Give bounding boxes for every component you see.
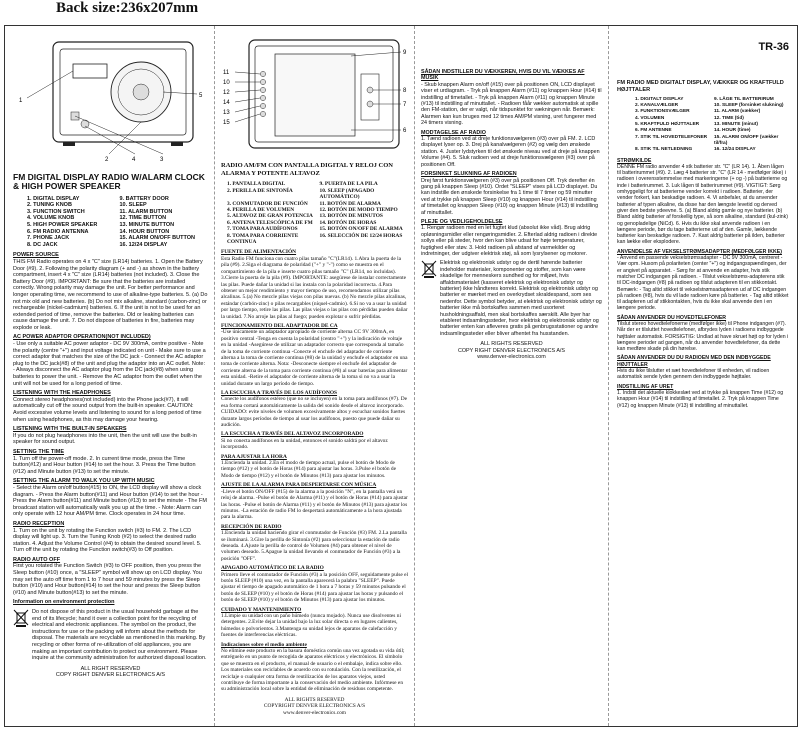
english-section [13,521,208,554]
section-heading: ANVENDELSE AF VEKSELSTRØMSADAPTER (MEDFØLGER IKKE) [617,248,782,255]
english-column [5,26,214,726]
radio-front-diagram [13,34,208,164]
radio-back-diagram [221,34,411,154]
spanish-section [221,565,408,603]
section-text: THIS FM Radio operates on 4 x "C" size (LR14) batteries. 1. Open the Battery Door (#9). 2. Following the polarity diagram (+ and -) as shown in the battery compartment, insert 4 x "C" size (LR14) batteries (not included). 3. Close the Battery Door (#9). IMPORTANT: Be sure that the batteries are installed correctly. Wrong polarity may damage the unit. For better performance and longer operating time, we recommend to use of alkaline-type batteries. 5. (a) Do not mix old and new batteries. (b) Do not mix alkaline, standard (carbon-zinc) or rechargeable (nickel-cadmium) batteries. 6. If the unit is not to be used for an extended period of time, remove the batteries. Old or leaking batteries can cause damage the unit. 7. Do not dispose of batteries in fire, batteries may explode or leak. [13,258,208,331]
section-text: Drej først funktionsvælgeren (#3) over på positionen Off. Tryk derefter én gang på knappen Sleep (#10). Ordet "SLEEP" vises på LCD displayet. Du kan indstille den ønskede forsinkelse fra 1 time til 7 timer og 59 minutter ved at trykke på knappen Sleep (#10) og knappen Hour (#14) til indstilling af timetallet og knappen Sleep (#10) og knappen Minute (#13) til indstilling af minuttallet. [421,177,599,216]
section-heading: SETTING THE TIME [13,448,65,455]
crossed-bin-icon [421,260,437,278]
callout-label: 8 [403,88,407,94]
section-text: 1. Tænd radioen ved at dreje funktionsvælgeren (#3) over på FM. 2. LCD displayet lyser op. 3. Drej på kanalvælgeren (#2) og vælg den ønskede station. 4. Juster lydstyrken til det ønskede niveau ved at dreje på knappen Volume (#4). 5. Sluk radioen ved at dreje funktionsvælgeren (#3) over på positionen Off. [421,136,600,168]
english-footer [13,666,208,679]
part-item: 11. ALARM (vækker) [714,109,761,115]
danish-section [617,315,789,353]
section-text: If you do not plug headphones into the unit, then the unit will use the built-in speaker for sound output. [13,432,197,446]
section-text: 1. Turn off the power-off mode. 2. In current time mode, press the Time button(#12) and Hour button (#14) to set the hour. 3. Press the Time button (#12) and Minute button (#13) to set the minute. [13,455,196,475]
section-text: Tilslut stereo hovedtelefonerne (medfølger ikke) til Phone indgangen (#7). Når der er tilsluttet hovedtelefoner, afbrydes lyden i radioens indbyggede højttaler automatisk. FORSIGTIG: Undlad at have skruet højt op for lyden i længere perioder ad gangen, når du anvender hovedtelefoner, da dette kan medføre skade på din hørelse. [617,320,789,353]
callout-label: 9 [403,50,407,56]
part-item: 2. PERILLA DE SINTONÍA [227,187,293,194]
danish-footer [421,341,602,360]
weee-notice [13,609,208,662]
part-item: 10. SLEEP (APAGADO AUTOMÁTICO) [319,187,375,201]
spanish-parts-list [227,181,408,245]
part-item: 1. PANTALLA DIGITAL [227,181,286,188]
model-number: TR-36 [758,41,789,53]
spanish-section [221,454,408,480]
section-text: -Lleve el botón ON/OFF (#15) de la alarma a la posición "N", en la pantalla verá un reloj de alarma. -Pulse el botón de Alarma (#11) y el botón de Horas (#14) para ajustar las horas. -Pulse el botón de Alarma (#11) y el botón de Minutos (#13) para ajustar los minutos. -La estación de radio FM lo despertará automáticamente a la hora ajustada para la alarma. [221,488,408,521]
footer-rights: ALL RIGHTS RESERVED [284,696,345,703]
spanish-section [221,607,408,639]
callout-label: 1 [19,98,23,104]
section-heading: FORSINKET SLUKNING AF RADIOEN [421,171,517,178]
danish-title: FM RADIO MED DIGITALT DISPLAY, VÆKKER OG KRAFTFULD HØJTTALER [617,80,784,93]
part-item: 13. MINUTE (minut) [714,122,758,128]
callout-label: 10 [223,80,230,86]
part-item: 5. KRAFTFULD HØJTTALER [635,122,700,128]
section-text: Conecte los audífonos estéreo (que no se incluyen) en la toma para audífonos (#7). De esa forma cortará automáticamente la salida del sonido desde el altavoz incorporado. CUIDADO: evite niveles de volumen excesivamente altos y escuchar sonidos fuertes durante largos períodos de tiempo al usar los audífonos, puesto que puede dañar su audición. [221,396,408,429]
section-heading: Information on environment protection [13,599,115,606]
footer-website: www.denver-electronics.com [477,354,546,361]
section-heading: LISTENING WITH THE BUILT-IN SPEAKERS [13,426,127,433]
part-item: 8. DC JACK [27,241,58,248]
part-item: 8. TOMA PARA CORRIENTE CONTINUA [227,232,299,246]
back-size-title: Back size:236x207mm [56,0,199,16]
part-item: 7. PHONE JACK [27,235,70,242]
english-title: FM DIGITAL DISPLAY RADIO W/ALARM CLOCK & HIGH POWER SPEAKER [13,171,205,192]
part-item: 5. ALTAVOZ DE GRAN POTENCIA [227,213,313,220]
english-parts-list [27,196,208,249]
section-text: -Use únicamente un adaptador apropiado de corriente alterna CC 9V 300mA, en positivo central -Tenga en cuenta la polaridad (centro "+") y la indicación de voltaje en la unidad -Asegúrese de utilizar un adaptador correcto que corresponda al tamaño de la toma de corriente continua -Conecte el enchufe del adaptador de corriente alterna a la toma de corriente continua (#8) de la unidad y enchufe el adaptador en una toma de corriente alterna. Nota: -Desconecte siempre el enchufe del adaptador de corriente alterna de la toma para corriente continua (#8) al usar baterías para alimentar esta unidad. -Retire el adaptador de corriente alterna de la toma si no va a usar la unidad durante un largo período de tiempo. [221,329,408,387]
english-section [13,334,208,387]
english-section [13,426,208,446]
part-item: 12. TIME BUTTON [119,215,167,222]
callout-label: 15 [223,120,230,126]
section-text: First you rotated the Function Switch (#3) to OFF position, then you press the Sleep button (#10) once, a "SLEEP" symbol will show up on LCD display. You may set the auto off time from 1 to 7 hour and 59 minutes by press the Sleep button (#10) and Hour button(#14) to set the hour and press the Sleep button (#10) and Minute button(#13) to set the minute. [13,563,202,596]
callout-label: 2 [105,157,109,163]
callout-label: 5 [199,93,203,99]
part-item: 14. HOUR (time) [714,128,751,134]
spanish-section [221,431,408,450]
part-item: 7. STIK TIL HOVEDTELEFONER [635,134,708,140]
section-text: DENNE FM radio anvender 4 stk batterier str. "C" (LR 14). 1. Åben lågen til batterirummet (#9). 2. Læg 4 batterier str. "C" (LR 14 - medfølger ikke) i radioen i overensstemmelse med markeringerne (+ og -) på batterierne og inde i batterirummet. 3. Luk lågen til batterirummet (#9). VIGTIGT: Sørg omhyggeligt for at batterierne vender korrekt i radioen. Batterier, der vender forkert, kan beskadige radioen. 4. Vi anbefaler, at du anvender batterier af typen alkaline, da disse har den længste levetid og derved giver den bedste ydeevne. 5. (a) Bland aldrig gamle og nye batterier. (b) Bland aldrig batterier af forskellig type, så som alkaline, standard (kul-zink) og genopladelige (NiCd). 6. Hvis du ikke skal anvende radioen i en længere periode, bør du tage batterierne ud af den. Gamle, lækkende batterier kan beskadige radioen. 7. Kast aldrig batterier på ilden, batterier kan lække eller eksplodere. [617,163,788,246]
callout-label: 3 [160,157,164,163]
part-item: 6. ANTENA TELESCÓPICA DE FM [227,219,313,226]
section-heading: LA ESCUCHA A TRAVÉS DEL ALTAVOZ INCORPORADO [221,431,364,438]
section-text: Si no conecta audífonos en la unidad, entonces el sonido saldrá por el altavoz incorporado. [221,437,388,451]
callout-label: 6 [403,128,407,134]
section-text: No elimine este producto en la basura doméstica común una vez agotada su vida útil; entréguelo en un punto de recogida de aparatos eléctricos y electrónicos. El símbolo que se muestra en el producto, el manual de usuario o el embalaje, indica sobre ello. Los materiales son reciclables de acuerdo con su rotulación. Con la reutilización, el reciclaje o cualquier otra forma de reutilización de los aparatos viejos, usted contribuye de forma importante a la conservación del medio ambiente. Infórmese en su administración local sobre la entidad de eliminación de residuos competente. [221,648,405,693]
part-item: 15. BOTÓN ON/OFF DE ALARMA [319,226,403,233]
section-text: 1.Encienda la unidad. 2.En el modo de tiempo actual, pulse el botón de Modo de tiempo (#12) y el botón de Horas (#14) para ajustar las horas. 3.Pulse el botón de Modo de tiempo (#12) y el botón de Minutos (#13) para ajustar los minutos. [221,460,397,479]
section-heading: FUNCIONAMIENTO DEL ADAPTADOR DE CA [221,322,338,329]
section-heading: PLEJE OG VEDLIGEHOLDELSE [421,218,503,225]
part-item: 12. BOTÓN DE MODO TIEMPO [319,207,398,214]
english-section [13,557,208,597]
section-text: 1. Rengør radioen med en let fugtet klud (absolut ikke våd). Brug aldrig opløsningsmidler eller rengøringsmidler. 2. Efterlad aldrig radioen i direkte sollys eller på steder, hvor den kan blive udsat for høje temperaturer, fugtighed eller støv. 3. Hold radioen på afstand af varmekilder og indretninger, der udgiver elektrisk støj, så som lysrylsener og motorer. [421,225,598,257]
section-text: Hvis du ikke tilslutter et sæt hovedtelefoner til enheden, vil radioen automatisk sende lyden gennem den indbyggede højttaler. [617,368,770,381]
section-text: - Skub knappen Alarm on/off (#15) over på positionen ON, LCD displayet viser et urdiagram. - Tryk på knappen Alarm (#11) og knappen Hour (#14) til indstilling af timetallet. - Tryk på knappen Alarm (#11) og knappen Minute (#13) til indstilling af minuttallet. - Radioen fåår vækker automatisk at spille den FM-station, der er valgt, når tidspunktet for vækningen når. Bemærk: Alarmen kan kun bruges med 12 times AM/PM visning, uret fungerer med 24 timers visning. [421,81,602,127]
part-item: 7. TOMA PARA AUDÍFONOS [227,226,298,233]
part-item: 3. FUNCTION SWITCH [27,208,85,215]
part-item: 6. FM RADIO ANTENNA [27,228,89,235]
callout-label: 13 [223,110,230,116]
english-section [13,599,208,661]
part-item: 13. BOTÓN DE MINUTOS [319,213,383,220]
part-item: 15. ALARM ON/OFF BUTTON [119,235,195,242]
part-item: 11. ALARM BUTTON [119,208,173,215]
danish-section [617,355,789,380]
danish-parts-list [635,97,789,154]
section-heading: RECEPCIÓN DE RADIO [221,523,282,530]
english-section [13,252,208,331]
section-heading: APAGADO AUTOMÁTICO DE LA RADIO [221,565,324,572]
spanish-section [221,249,408,319]
part-item: 16. SELECCIÓN DE 12/24 HORAS [319,232,403,239]
danish-section [617,249,789,312]
part-item: 1. DIGITALT DISPLAY [635,96,684,102]
callout-label: 12 [223,90,230,96]
english-section [13,478,208,518]
weee-notice [421,260,602,337]
part-item: 4. PERILLA DE VOLUMEN [227,207,295,214]
section-heading: INDSTILLING AF URET [617,383,674,390]
section-heading: SÅDAN INDSTILLER DU VÆKKEREN, HVIS DU VIL VÆKKES AF MUSIK [421,69,585,82]
spanish-section [221,323,408,387]
footer-copyright: COPYRIGHT DENVER ELECTRONICS A/S [263,703,366,710]
part-item: 4. VOLUMEN [635,115,665,121]
manual-sheet [4,25,798,727]
callout-label: 14 [223,100,230,106]
footer-copyright: COPY RIGHT DENVER ELECTRONICS A/S [55,672,166,679]
callout-label: 7 [403,102,407,108]
spanish-column [214,26,414,726]
part-item: 8. STIK TIL NETLEDNING [635,147,693,153]
part-item: 13. MINUTE BUTTON [119,221,175,228]
section-heading: SÅDAN ANVENDER DU DU RADIOEN MED DEN INDBYGGEDE HØJTTALER [617,355,771,368]
danish-section [421,219,602,257]
part-item: 6. FM ANTENNE [635,128,672,134]
section-heading: LISTENING WITH THE HEADPHONES [13,390,111,397]
spanish-footer [221,697,408,716]
section-heading: STRØMKILDE [617,157,652,164]
section-text: 1. Indstil det aktuelle klokkeslæt ved at trykke på knappen Time (#12) og knappen Hour (#14) til indstilling af timetallet. 2. Tryk på knappen Time (#12) og knappen Minute (#13) til indstilling af minuttallet. [617,389,784,409]
spanish-section [221,524,408,562]
section-heading: LA ESCUCHA A TRAVÉS DE LOS AUDÍFONOS [221,390,338,396]
section-text: Primero lleve el conmutador de Función (#3) a la posición OFF, seguidamente pulse el botón SLEEP (#10) una vez, en la pantalla aparecerá la palabra "SLEEP". Puede ajustar el tiempo de apagado automático de 1 hora a 7 horas y 59 minutos pulsando el botón de SLEEP (#10) y el botón de Horas (#14) para ajustar las horas y pulsando el botón de SLEEP (#10) y el botón de Minutos (#13) para ajustar los minutos. [221,571,409,604]
english-section [13,390,208,423]
footer-website: www.denver-electronics.com [282,709,346,716]
section-heading: SETTING THE ALARM TO WALK YOU UP WITH MUSIC [13,478,155,485]
section-heading: Indicaciones sobre el medio ambiente [221,641,307,648]
danish-column-center [414,26,608,726]
english-section [13,449,208,475]
danish-section [617,158,789,246]
part-item: 9. LÅGE TIL BATTERIRUM [714,96,774,102]
part-item: 12. TIME (tid) [714,115,744,121]
footer-rights: ALL RIGHTS RESERVED [480,341,543,348]
section-heading: PARA AJUSTAR LA HORA [221,453,287,460]
section-heading: RADIO RECEPTION [13,520,65,527]
section-heading: CUIDADO Y MANTENIMIENTO [221,606,302,613]
part-item: 16. 12/24 DISPLAY [714,147,756,153]
part-item: 5. HIGH POWER SPEAKER [27,221,98,228]
footer-copyright: COPY RIGHT DENVER ELECTRONICS A/S [457,347,566,354]
part-item: 3. FUNKTIONSVÆLGER [635,109,690,115]
section-heading: FUENTE DE ALIMENTACIÓN [221,249,297,256]
section-text: - Anvend en passende vekselstrømsadapter - DC 9V 300mA, centreret - Vær opm. Husom på polariteten (center "+") og indgangsspændingen, der er angivet på apparatet. - Sørg for at anvende en adapter, hvis stik matcher DC indgangen på radioen. - Tilslut vekselstrøms-adapterens stik til DC-indgangen (#8) på radioen og tilslut adapteren til en stikkontakt. Bemærk: - Tag altid stikket til vekselstrømsadapteren ud af DC indgangen på radioen (#8), hvis du vil lade radioen køre på batterier. - Tag altid stikket til adapteren ud af stikkontakten, hvis du ikke skal anvende den i en længere periode. [617,255,789,312]
danish-section [421,69,602,127]
part-item: 16. 12/24 DISPLAY [119,241,168,248]
section-text: 1.Encienda la unidad haciendo girar el conmutador de Función (#3) FM. 2.La pantalla se iluminará. 3.Gire la perilla de Sintonía (#2) para seleccionar la estación de radio deseada. 4.Ajuste la perilla de control de Volumen (#4) para obtener el nivel de volumen deseado. 5.Apague la unidad llevando el conmutador de Función (#3) a la posición "OFF". [221,530,407,562]
section-text: Elektrisk og elektronisk udstyr og de dertil hørende batterier indeholder materialer, komponenter og stoffer, som kan være skadelige for menneskers sundhed og for miljøet, hvis affaldsmaterialet (kasseret elektrisk og elektronisk udstyr og batterier) ikke håndteres korrekt. Elektrisk og elektronisk udstyr og batterier er mærket med en overkrydset skraldespand, som ses nedenfor. Dette symbol betyder, at elektrisk og elektronisk udstyr og batterier ikke må bortskaffes sammen med usorteret husholdningsaffald, men skal bortskaffes særskilt. Alle byer har etableret indsamlingssteder, hvor elektrisk og elektronisk udstyr og batterier enten kan afleveres gratis på genbrugsstationer og andre indsamlingssteder eller bliver afhentet fra husstanden. [440,260,602,337]
section-heading: RADIO AUTO OFF [13,556,61,563]
part-item: 2. KANALVÆLGER [635,103,679,109]
spanish-section [221,642,408,693]
spanish-section [221,482,408,520]
section-heading: POWER SOURCE [13,252,59,259]
section-text: Do not dispose of this product in the usual household garbage at the end of its lifecycle; hand it over a collection point for the recycling of electrical and electronic appliances. The symbol on the product, the instructions for use or the packing will inform about the methods for disposal. The materials are recyclable as mentioned in this marking. By recycling or other forms of re-utilization of old appliances, you are making an important contribution to protect our environment. Please inquire at the community administration for authorized disposal location. [32,609,207,662]
section-heading: AC POWER ADAPTOR OPERATION(NOT INCLUDED) [13,334,151,341]
danish-section [421,171,602,216]
spanish-section [221,390,408,428]
spanish-title: RADIO AM/FM CON PANTALLA DIGITAL Y RELOJ CON ALARMA Y POTENTE ALTAVOZ [221,162,393,177]
section-heading: AJUSTE DE LA ALARMA PARA DESPERTARSE CON MÚSICA [221,482,377,489]
part-item: 1. DIGITAL DISPLAY [27,195,80,202]
danish-section [421,130,602,168]
part-item: 4. VOLUME KNOB [27,215,75,222]
part-item: 9. BATTERY DOOR [119,195,169,202]
part-item: 15. ALARM ON/OFF (vækker til/fra) [714,134,779,146]
part-item: 11. BOTÓN DE ALARMA [319,200,381,207]
danish-section [421,260,602,337]
section-text: Connect stereo headphones(not included) into the Phone jack(#7), it will automatically cut off the sound output from the built-in speaker. CAUTION: Avoid excessive volume levels and listening to sound for a long period of time when using headphones, as this may damage your hearing. [13,396,202,423]
callout-label: 4 [132,157,136,163]
footer-rights: ALL RIGHT RESERVED [80,665,141,672]
section-heading: SÅDAN ANVENDER DU HOVEDTELEFONER [617,314,727,321]
part-item: 14. BOTÓN DE HORAS [319,219,377,226]
section-text: Esta Radio FM funciona con cuatro pilas tamaño "C"(LR14). 1.Abra la puerta de la pila (#9). 2.Siga el diagrama de polaridad ("+" y "-") como se muestra en el compartimiento de la pila e inserte cuatro pilas tamaño "C" (LR14, no incluidas). 3.Cierre la puerta de la pila (#9). IMPORTANTE: asegúrese de instalar correctamente las pilas. Puede dañar la unidad si las instala con la polaridad incorrecta. 4.Para obtener un mejor rendimiento y mayor tiempo de uso, recomendamos utilizar pilas alcalinas. 5.(a) No mezcle pilas viejas con pilas nuevas. (b) No mezcle pilas alcalinas, estándar (carbón-zinc) o pilas recargables (níquel-cadmio). 6.Si no va a usar la unidad por largo tiempo, retire las pilas. Las pilas viejas o las pilas con pérdidas pueden dañar la unidad. 7.No arroje las pilas al fuego; pueden explotar o sufrir pérdidas. [221,255,408,320]
part-item: 2. TUNING KNOB [27,202,72,209]
part-item: 14. HOUR BUTTON [119,228,170,235]
part-item: 9. PUERTA DE LA PILA [319,181,378,188]
section-text: - Use only a suitable AC power adaptor - DC 9V 300mA, centre positive - Note the polarity (centre "+") and input voltage indicated on unit - Make sure to use a correct adaptor that matches the size of the DC jack - Connect the AC adaptor plug to the DC jack(#8) of the unit and plug the adaptor into an AC outlet. Note: - Always disconnect the AC adaptor plug from the DC jack(#8) when using batteries to power the unit. - Remove the AC adaptor from the outlet when the unit will not be used for a long period of time. [13,341,206,387]
section-text: 1. Turn on the unit by rotating the Function switch (#3) to FM. 2. The LCD display will light up. 3. Turn the Tuning Knob (#2) to select the desired radio station. 4. Adjust the Volume Control (#4) to obtain the desired sound level. 5. Turn off the unit by rotating the Function switch(#3) to Off position. [13,527,202,554]
part-item: 3. CONMUTADOR DE FUNCIÓN [227,200,308,207]
section-text: 1.Limpie su unidad con un paño húmedo (nunca mojado). Nunca use disolventes ni detergentes. 2.Evite dejar la unidad bajo la luz solar directa o en lugares calientes, húmedos o polvorientos. 3.Mantenga su unidad lejos de aparatos de calefacción y fuentes de interferencias eléctricas. [221,613,401,639]
danish-column-right [608,26,797,726]
crossed-bin-icon [13,609,29,627]
part-item: 10. SLEEP [119,202,147,209]
callout-label: 11 [223,70,230,76]
section-text: - Select the Alarm on/off button(#15) to ON, the LCD display will show a clock diagram. - Press the Alarm button(#11) and Hour button (#14) to set the hour - Press the Alarm button(#11) and Minute button (#13) to set the minute - The FM broadcast station will automatically walk you up at the time. - Note: Alarm can only operate with 12 hour AM/PM time. Clock operates in 24 hour time. [13,484,207,518]
part-item: 10. SLEEP (forsinket slukning) [714,103,784,109]
danish-section [617,384,789,409]
section-heading: MODTAGELSE AF RADIO [421,129,486,136]
